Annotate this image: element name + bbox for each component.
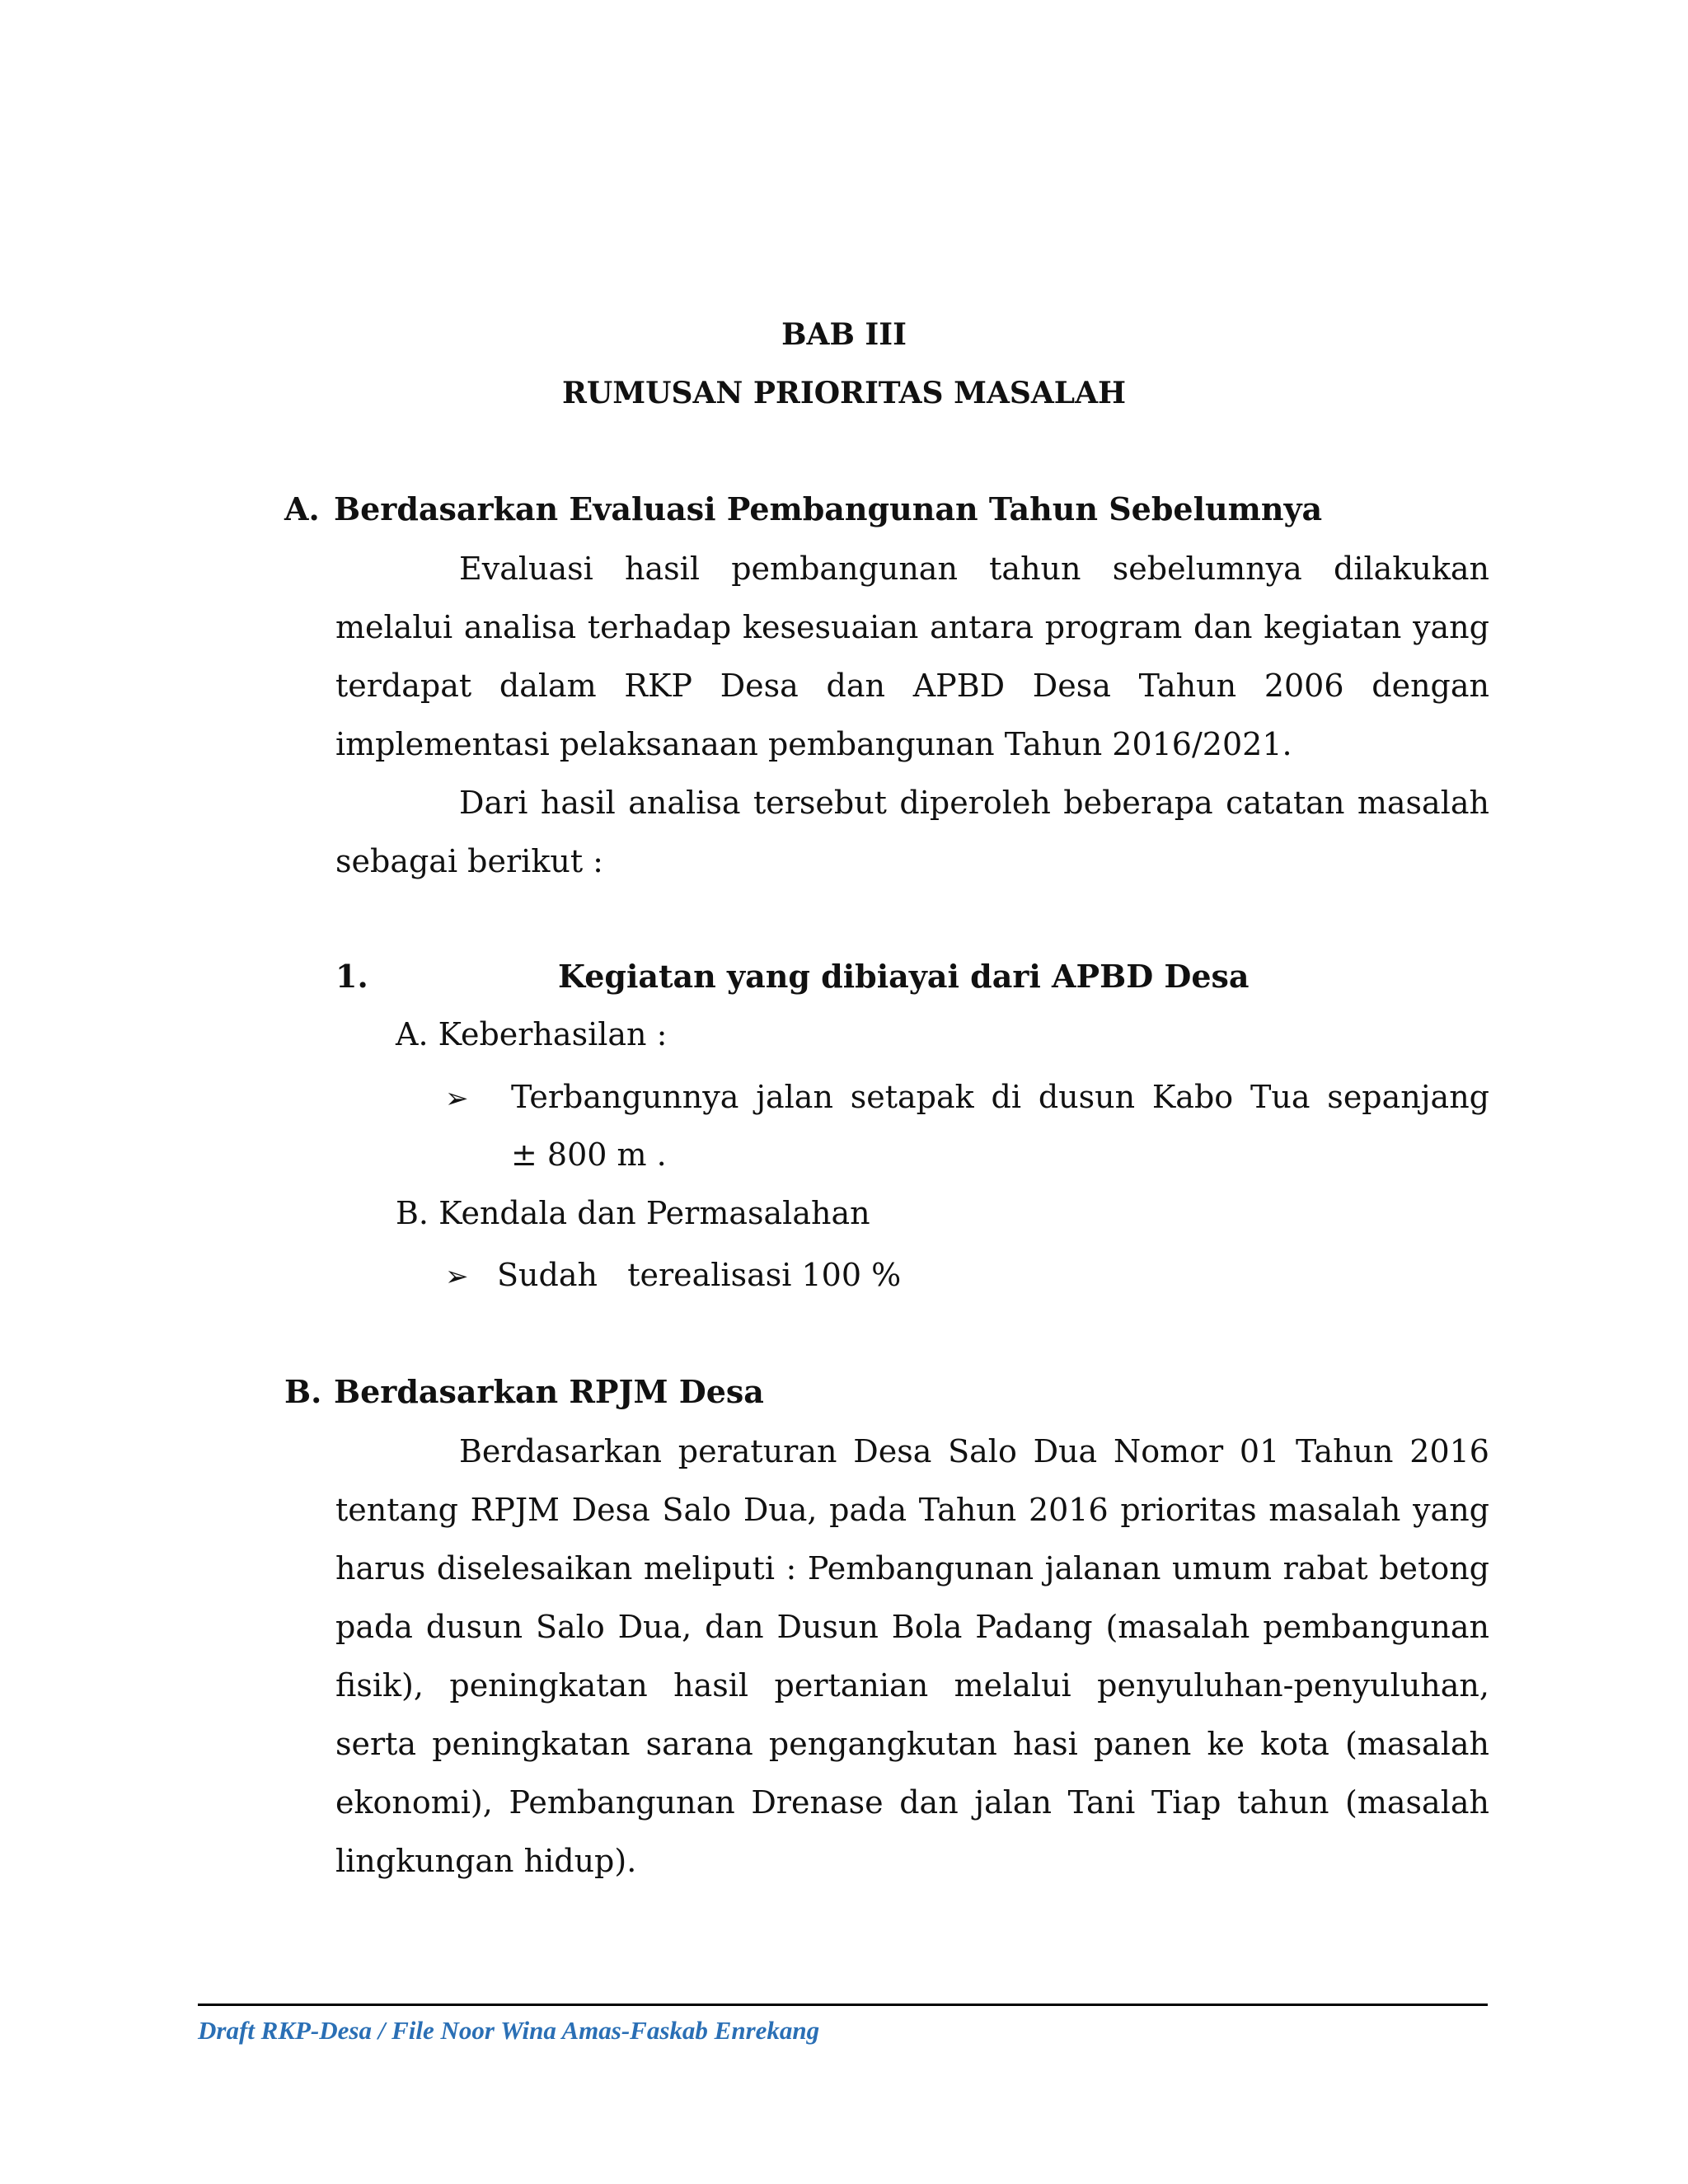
footer-divider	[198, 2004, 1488, 2006]
section-a-heading	[284, 490, 1322, 528]
sub-a-bullet-icon	[445, 1078, 469, 1118]
section-b-title: Berdasarkan RPJM Desa	[334, 1373, 764, 1410]
section-a-paragraph-1	[335, 540, 1489, 774]
sub-b-bullet-text: Sudah terealisasi 100 %	[497, 1257, 902, 1293]
section-a-paragraph-1-text: Evaluasi hasil pembangunan tahun sebelumnya dilakukan melalui analisa terhadap kesesuaian antara program dan kegiatan yang terdapat dalam RKP Desa dan APBD Desa Tahun 2006 dengan implementasi pelaksanaan pembangunan Tahun 2016/2021.	[335, 551, 1489, 762]
sub-a-bullet-line-1: Terbangunnya jalan setapak di dusun Kabo Tua sepanjang	[511, 1079, 1489, 1115]
section-b-paragraph-1-text: Berdasarkan peraturan Desa Salo Dua Nomor 01 Tahun 2016 tentang RPJM Desa Salo Dua, pada Tahun 2016 prioritas masalah yang harus diselesaikan meliputi : Pembangunan jalanan umum rabat betong pada dusun Salo Dua, dan Dusun Bola Padang (masalah pembangunan fisik), peningkatan hasil pertanian melalui penyuluhan-penyuluhan, serta peningkatan sarana pengangkutan hasi panen ke kota (masalah ekonomi), Pembangunan Drenase dan jalan Tani Tiap tahun (masalah lingkungan hidup).	[335, 1433, 1489, 1879]
sub-a-label: A. Keberhasilan :	[396, 1016, 668, 1052]
sub-b-bullet-icon	[445, 1256, 469, 1296]
section-a-title: Berdasarkan Evaluasi Pembangunan Tahun Sebelumnya	[334, 490, 1323, 527]
section-b-heading	[284, 1373, 764, 1411]
section-a-letter: A.	[284, 490, 320, 527]
chapter-label: BAB III	[781, 317, 907, 352]
section-a-paragraph-2-text: Dari hasil analisa tersebut diperoleh beberapa catatan masalah sebagai berikut :	[335, 785, 1489, 879]
section-b-letter: B.	[284, 1373, 322, 1410]
footer-text: Draft RKP-Desa / File Noor Wina Amas-Faskab Enrekang	[198, 2016, 820, 2045]
section-a-paragraph-2	[335, 774, 1489, 891]
chapter-title: RUMUSAN PRIORITAS MASALAH	[561, 376, 1127, 410]
item-1-number: 1.	[335, 958, 368, 995]
section-b-paragraph-1	[335, 1422, 1489, 1891]
item-1-title: Kegiatan yang dibiayai dari APBD Desa	[558, 958, 1250, 995]
sub-b-label: B. Kendala dan Permasalahan	[396, 1195, 870, 1231]
arrowhead-bullet-icon: ➢	[445, 1082, 469, 1115]
arrowhead-bullet-icon: ➢	[445, 1260, 469, 1293]
sub-a-bullet-line-2: ± 800 m .	[511, 1137, 667, 1173]
